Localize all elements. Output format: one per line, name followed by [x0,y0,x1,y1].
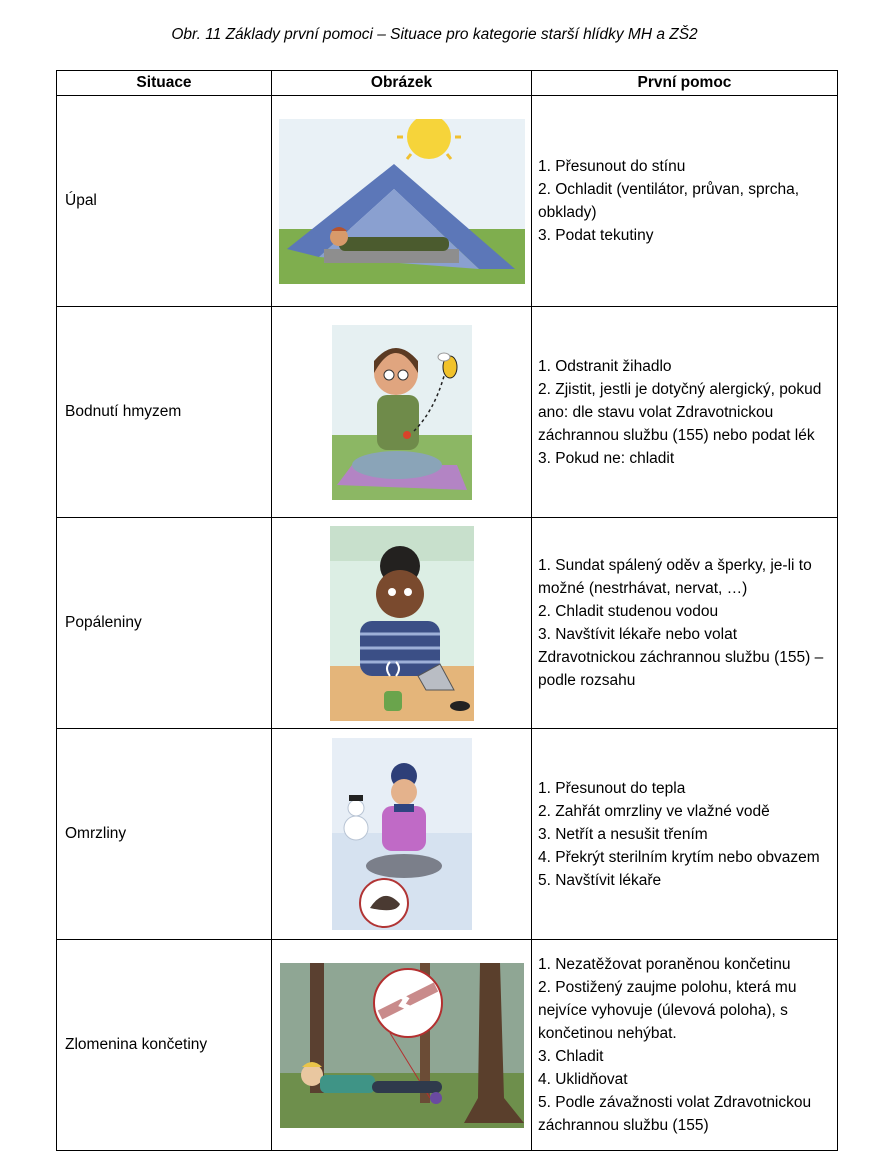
picture-cell [272,96,532,307]
first-aid-step: 4. Uklidňovat [538,1071,628,1088]
first-aid-step: 2. Ochladit (ventilátor, průvan, sprcha, obklady) [538,181,800,221]
limb-fracture-forest-illustration [280,963,524,1128]
first-aid-step: 2. Postižený zaujme polohu, která mu nejvíce vyhovuje (úlevová poloha), s končetinou nehýbat. [538,979,797,1042]
first-aid-step: 5. Podle závažnosti volat Zdravotnickou záchrannou službu (155) [538,1094,812,1134]
burn-kettle-illustration [330,526,474,721]
first-aid-steps [538,554,831,692]
figure-caption: Obr. 11 Základy první pomoci – Situace pro kategorie starší hlídky MH a ZŠ2 [171,26,698,43]
first-aid-steps [538,155,831,247]
first-aid-step: 4. Překrýt sterilním krytím nebo obvazem [538,848,820,866]
table-header-row [57,71,838,96]
header-first-aid: První pomoc [532,71,838,96]
table-row [57,307,838,518]
picture-cell [272,518,532,729]
first-aid-step: 2. Chladit studenou vodou [538,603,719,620]
frostbite-snowman-illustration [332,738,472,930]
table-row [57,729,838,940]
first-aid-step: 1. Nezatěžovat poraněnou končetinu [538,956,791,973]
first-aid-steps [538,777,831,892]
situation-cell: Zlomenina končetiny [57,940,272,1151]
table-row [57,940,838,1151]
picture-cell [272,307,532,518]
first-aid-step: 1. Sundat spálený oděv a šperky, je-li to možné (nestrhávat, nervat, …) [538,557,812,597]
first-aid-step: 3. Chladit [538,1048,604,1065]
heatstroke-tent-illustration [279,119,525,284]
first-aid-step: 1. Odstranit žihadlo [538,357,672,375]
situation-cell: Úpal [57,96,272,307]
first-aid-step: 1. Přesunout do tepla [538,779,686,797]
first-aid-step: 3. Pokud ne: chladit [538,449,675,467]
first-aid-cell [532,729,838,940]
first-aid-cell [532,307,838,518]
first-aid-steps [538,953,831,1137]
header-situation: Situace [57,71,272,96]
first-aid-step: 2. Zahřát omrzliny ve vlažné vodě [538,802,770,820]
first-aid-step: 5. Navštívit lékaře [538,871,662,889]
first-aid-step: 2. Zjistit, jestli je dotyčný alergický, pokud ano: dle stavu volat Zdravotnickou záchrannou službu (155) nebo podat lék [538,380,822,444]
first-aid-step: 1. Přesunout do stínu [538,158,686,175]
header-picture: Obrázek [272,71,532,96]
picture-cell [272,729,532,940]
first-aid-cell [532,940,838,1151]
first-aid-table [56,70,838,1151]
table-row [57,518,838,729]
first-aid-step: 3. Podat tekutiny [538,227,654,244]
situation-cell: Omrzliny [57,729,272,940]
first-aid-step: 3. Navštívit lékaře nebo volat Zdravotnickou záchrannou službu (155) – podle rozsahu [538,626,824,689]
insect-sting-illustration [332,325,472,500]
first-aid-steps [538,355,831,470]
first-aid-cell [532,96,838,307]
table-row [57,96,838,307]
picture-cell [272,940,532,1151]
first-aid-cell [532,518,838,729]
situation-cell: Popáleniny [57,518,272,729]
situation-cell: Bodnutí hmyzem [57,307,272,518]
first-aid-step: 3. Netřít a nesušit třením [538,825,708,843]
